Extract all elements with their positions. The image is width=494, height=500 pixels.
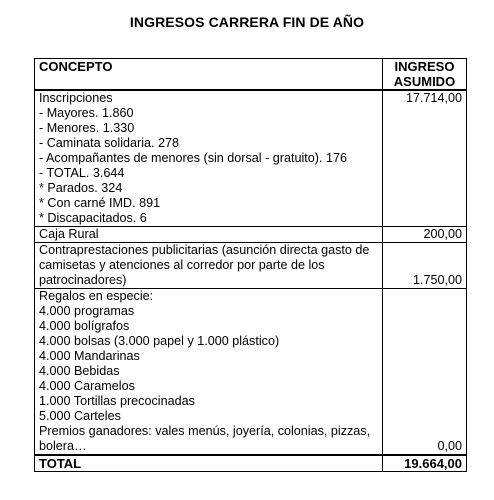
concept-line: Regalos en especie: [39, 289, 154, 303]
concept-cell [35, 289, 383, 456]
concept-cell [35, 227, 383, 243]
concept-line: patrocinadores) [39, 273, 127, 287]
concept-line: Inscripciones [39, 91, 113, 105]
concept-line: Caja Rural [39, 227, 99, 241]
concept-line: * Con carné IMD. 891 [39, 196, 161, 210]
concept-line: camisetas y atenciones al corredor por parte de los [39, 258, 325, 272]
total-amount: 19.664,00 [383, 455, 467, 472]
concept-line: 1.000 Tortillas precocinadas [39, 394, 195, 408]
column-header-amount-line-2: ASUMIDO [393, 74, 456, 89]
total-label: TOTAL [35, 455, 383, 472]
table-row-contraprestaciones [35, 243, 467, 289]
concept-line: Premios ganadores: vales menús, joyería, colonias, pizzas, [39, 424, 371, 438]
concept-line: - Mayores. 1.860 [39, 106, 134, 120]
concept-line: 4.000 programas [39, 304, 135, 318]
concept-line: - Caminata solidaria. 278 [39, 136, 180, 150]
concept-line: 4.000 bolsas (3.000 papel y 1.000 plástico) [39, 334, 280, 348]
concept-line: 4.000 bolígrafos [39, 319, 130, 333]
income-table [34, 58, 467, 472]
concept-cell [35, 243, 383, 289]
concept-cell [35, 90, 383, 227]
column-header-amount-line-1: INGRESO [394, 59, 455, 74]
table-row-total [35, 455, 467, 472]
concept-line: 4.000 Caramelos [39, 379, 135, 393]
concept-line: - Menores. 1.330 [39, 121, 135, 135]
table-row-inscripciones [35, 90, 467, 227]
concept-line: * Parados. 324 [39, 181, 123, 195]
table-row-caja-rural [35, 227, 467, 243]
concept-line: - TOTAL. 3.644 [39, 166, 125, 180]
amount-cell: 200,00 [383, 227, 467, 243]
amount-cell: 17.714,00 [383, 90, 467, 227]
column-header-concept: CONCEPTO [35, 59, 383, 91]
concept-line: bolera… [39, 439, 87, 453]
page-title: INGRESOS CARRERA FIN DE AÑO [129, 14, 365, 30]
concept-line: 5.000 Carteles [39, 409, 121, 423]
table-row-regalos [35, 289, 467, 456]
amount-cell: 1.750,00 [383, 243, 467, 289]
table-header-row [35, 59, 467, 91]
concept-line: Contraprestaciones publicitarias (asunción directa gasto de [39, 243, 370, 257]
column-header-amount [383, 59, 467, 91]
concept-line: * Discapacitados. 6 [39, 211, 147, 225]
concept-line: 4.000 Bebidas [39, 364, 120, 378]
concept-line: - Acompañantes de menores (sin dorsal - gratuito). 176 [39, 151, 348, 165]
amount-cell: 0,00 [383, 289, 467, 456]
concept-line: 4.000 Mandarinas [39, 349, 140, 363]
